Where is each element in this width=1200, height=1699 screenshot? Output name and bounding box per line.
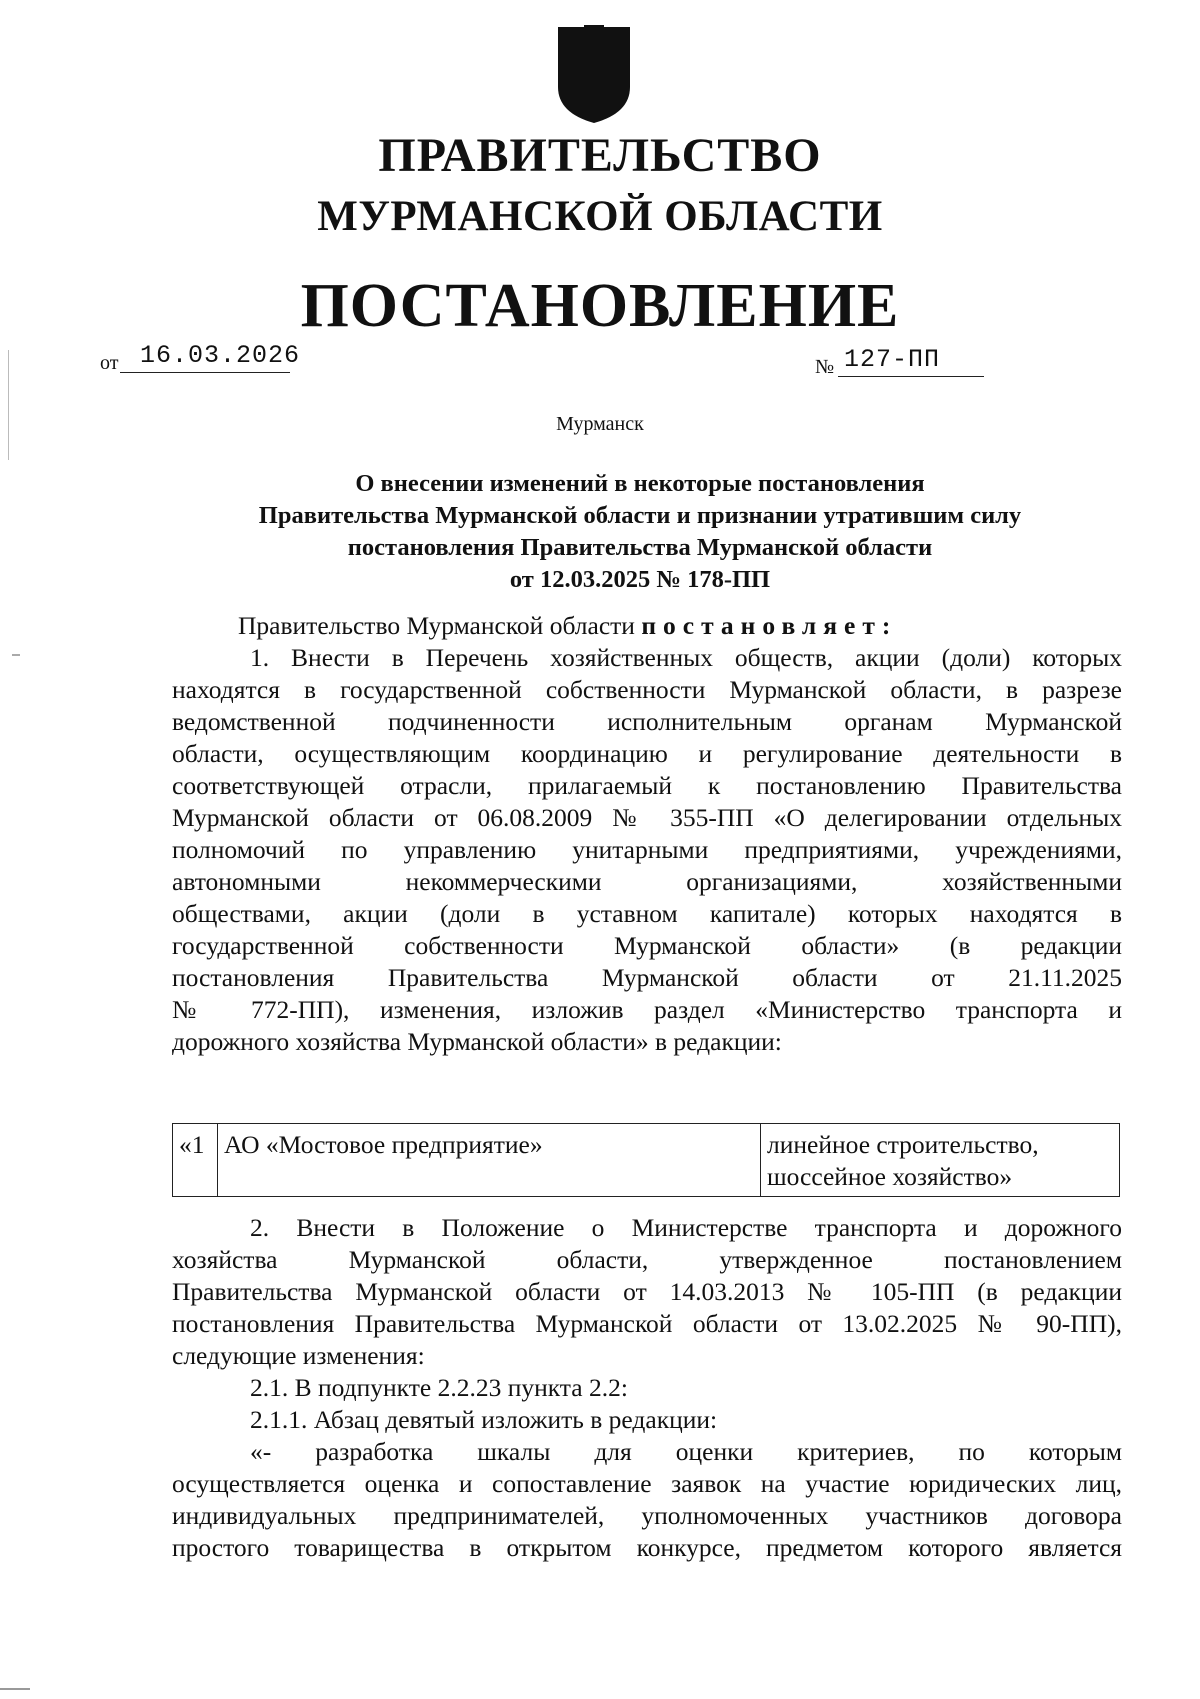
org-name-line1: ПРАВИТЕЛЬСТВО: [378, 129, 822, 182]
item2-subpoint: 2.1.1. Абзац девятый изложить в редакции:: [250, 1405, 718, 1434]
item2-subpoint: 2.1. В подпункте 2.2.23 пункта 2.2:: [250, 1373, 628, 1402]
org-name-line2: МУРМАНСКОЙ ОБЛАСТИ: [317, 193, 883, 240]
item1-line: находятся в государственной собственности Мурманской области, в разрезе: [172, 675, 1122, 704]
subject-line: Правительства Мурманской области и признании утратившим силу: [258, 502, 1022, 529]
preamble-text: Правительство Мурманской области: [238, 611, 635, 640]
document-type: ПОСТАНОВЛЕНИЕ: [300, 272, 900, 340]
document-subject: [160, 468, 1120, 596]
subject-line: от 12.03.2025 № 178-ПП: [509, 566, 771, 593]
number-label: №: [815, 356, 835, 378]
document-date: 16.03.2026: [120, 340, 290, 373]
item1-line: 1. Внести в Перечень хозяйственных обществ, акции (доли) которых: [250, 643, 1122, 672]
item1-line: автономными некоммерческими организациями, хозяйственными: [172, 867, 1122, 896]
quote-line: простого товарищества в открытом конкурсе, предметом которого является: [172, 1533, 1122, 1562]
subject-line: О внесении изменений в некоторые постановления: [355, 470, 925, 497]
item1-line: соответствующей отрасли, прилагаемый к постановлению Правительства: [172, 771, 1122, 800]
coat-of-arms-icon: [554, 25, 634, 125]
scan-artifact: [0, 1688, 30, 1690]
document-number: 127-ПП: [838, 344, 984, 377]
item1-line: постановления Правительства Мурманской области от 21.11.2025: [172, 963, 1122, 992]
item1-line: № 772-ПП), изменения, изложив раздел «Министерство транспорта и: [172, 995, 1122, 1024]
table-cell-company: АО «Мостовое предприятие»: [218, 1124, 761, 1197]
activity-line: линейное строительство,: [767, 1130, 1039, 1159]
table-row: [173, 1124, 1120, 1197]
quote-line: «- разработка шкалы для оценки критериев, по которым: [250, 1437, 1122, 1466]
item2-line: следующие изменения:: [172, 1341, 425, 1370]
table-cell-num: «1: [173, 1124, 218, 1197]
item1-line: области, осуществляющим координацию и регулирование деятельности в: [172, 739, 1122, 768]
table-cell-activity: [761, 1124, 1120, 1197]
item1-line: Мурманской области от 06.08.2009 № 355-ПП «О делегировании отдельных: [172, 803, 1122, 832]
item1-line: обществами, акции (доли в уставном капитале) которых находятся в: [172, 899, 1122, 928]
body-section-2: [172, 1212, 1122, 1564]
activity-line: шоссейное хозяйство»: [767, 1162, 1013, 1191]
quote-line: осуществляется оценка и сопоставление заявок на участие юридических лиц,: [172, 1469, 1122, 1498]
item2-line: 2. Внести в Положение о Министерстве транспорта и дорожного: [250, 1213, 1122, 1242]
preamble: [172, 610, 1122, 642]
companies-table: [172, 1123, 1120, 1197]
item2-line: хозяйства Мурманской области, утвержденное постановлением: [172, 1245, 1122, 1274]
item2-line: Правительства Мурманской области от 14.03.2013 № 105-ПП (в редакции: [172, 1277, 1122, 1306]
city: Мурманск: [556, 413, 644, 435]
item1-line: ведомственной подчиненности исполнительным органам Мурманской: [172, 707, 1122, 736]
preamble-verb: постановляет:: [641, 611, 898, 640]
subject-line: постановления Правительства Мурманской области: [347, 534, 933, 561]
body-section-1: [172, 610, 1122, 1058]
item1-line: государственной собственности Мурманской области» (в редакции: [172, 931, 1122, 960]
date-label: от: [100, 352, 119, 374]
scan-artifact: [8, 350, 9, 460]
item2-line: постановления Правительства Мурманской области от 13.02.2025 № 90-ПП),: [172, 1309, 1122, 1338]
item1-line: полномочий по управлению унитарными предприятиями, учреждениями,: [172, 835, 1122, 864]
scan-artifact: [12, 654, 20, 656]
item1-line: дорожного хозяйства Мурманской области» в редакции:: [172, 1027, 782, 1056]
quote-line: индивидуальных предпринимателей, уполномоченных участников договора: [172, 1501, 1122, 1530]
